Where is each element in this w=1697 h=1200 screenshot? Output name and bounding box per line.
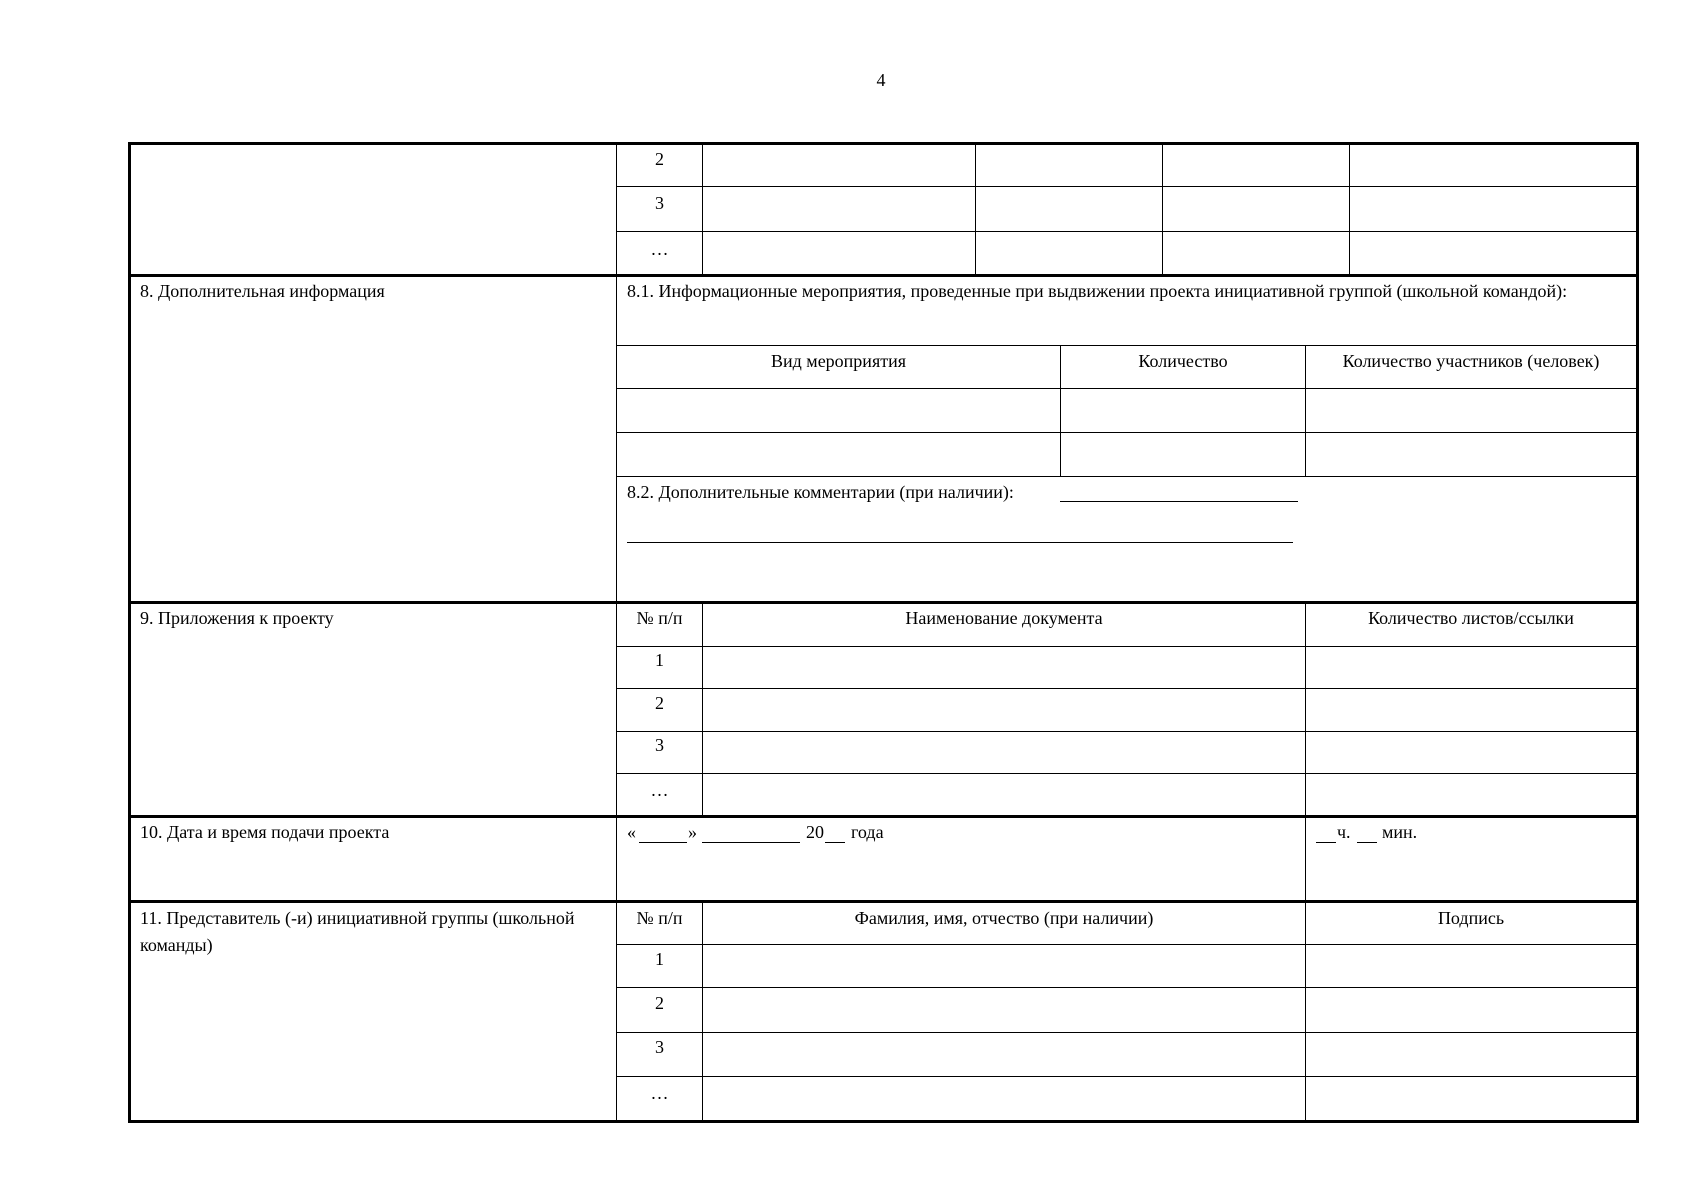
- section-separator-9: [128, 601, 1639, 604]
- table-border-top: [128, 142, 1639, 145]
- column-header-quantity: Количество: [1138, 351, 1228, 371]
- table-row-number: …: [650, 239, 669, 259]
- comment-underline: [627, 542, 1293, 543]
- section-8-1-text: 8.1. Информационные мероприятия, проведенные при выдвижении проекта инициативной группой (школьной командой):: [627, 281, 1568, 301]
- section-separator-11: [128, 900, 1639, 903]
- table-row-number: 2: [655, 693, 664, 713]
- table-row-number: 1: [655, 650, 664, 670]
- table-border-bottom: [128, 1120, 1639, 1123]
- column-header-number: № п/п: [636, 908, 683, 928]
- column-header-document-name: Наименование документа: [905, 608, 1103, 628]
- section-8-2-text: 8.2. Дополнительные комментарии (при наличии):: [627, 482, 1014, 502]
- column-header-sheet-count: Количество листов/ссылки: [1368, 608, 1574, 628]
- column-header-participants: Количество участников (человек): [1342, 351, 1600, 371]
- table-border-right: [1636, 142, 1639, 1123]
- section-9-title: 9. Приложения к проекту: [140, 608, 334, 628]
- column-header-number: № п/п: [636, 608, 683, 628]
- section-separator-8: [128, 274, 1639, 277]
- table-row-number: 2: [655, 149, 664, 169]
- section-10-title: 10. Дата и время подачи проекта: [140, 822, 390, 842]
- table-row-number: …: [650, 780, 669, 800]
- table-row-number: 1: [655, 949, 664, 969]
- table-row-number: …: [650, 1083, 669, 1103]
- table-row-number: 3: [655, 193, 664, 213]
- column-header-full-name: Фамилия, имя, отчество (при наличии): [854, 908, 1154, 928]
- column-header-signature: Подпись: [1437, 908, 1505, 928]
- section-8-title: 8. Дополнительная информация: [140, 281, 385, 301]
- table-row-number: 3: [655, 1037, 664, 1057]
- page-number: 4: [876, 70, 886, 90]
- comment-underline: [1060, 501, 1298, 502]
- column-header-event-type: Вид мероприятия: [771, 351, 906, 371]
- table-row-number: 2: [655, 993, 664, 1013]
- table-row-number: 3: [655, 735, 664, 755]
- table-border-left: [128, 142, 131, 1123]
- section-11-title: 11. Представитель (-и) инициативной группы (школьной команды): [140, 908, 575, 955]
- label-column-divider: [616, 142, 617, 1123]
- section-separator-10: [128, 815, 1639, 818]
